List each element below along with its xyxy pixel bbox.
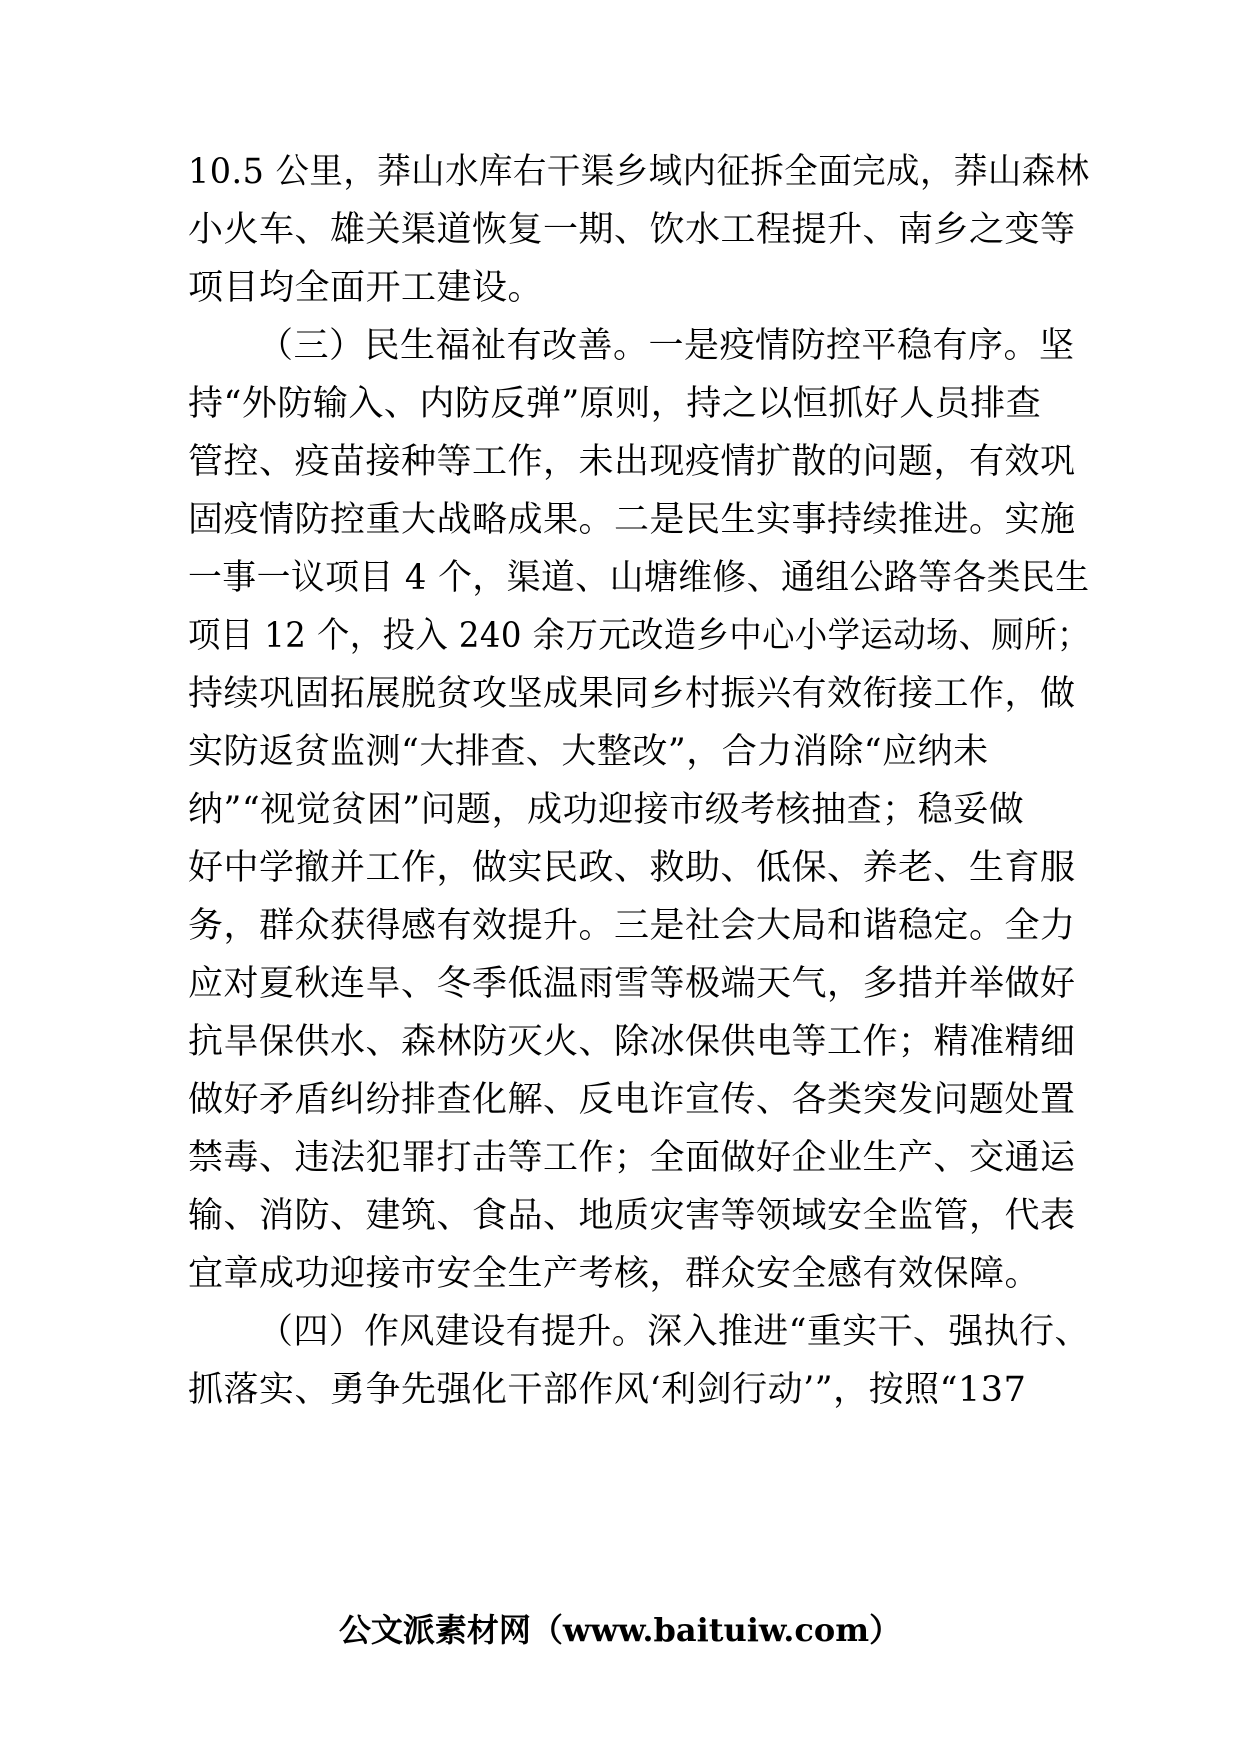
text-line: 小火车、雄关渠道恢复一期、饮水工程提升、南乡之变等 bbox=[188, 210, 1076, 250]
text-line: 抓落实、勇争先强化干部作风‘利剑行动’”，按照“137 bbox=[188, 1370, 1027, 1410]
text-line: 务，群众获得感有效提升。三是社会大局和谐稳定。全力 bbox=[188, 906, 1076, 946]
text-line: 做好矛盾纠纷排查化解、反电诈宣传、各类突发问题处置 bbox=[188, 1080, 1076, 1120]
text-line: 项目均全面开工建设。 bbox=[188, 268, 544, 308]
text-line: 纳”“视觉贫困”问题，成功迎接市级考核抽查；稳妥做 bbox=[188, 790, 1025, 830]
text-line: 实防返贫监测“大排查、大整改”，合力消除“应纳未 bbox=[188, 732, 989, 772]
text-line: 好中学撤并工作，做实民政、救助、低保、养老、生育服 bbox=[188, 848, 1076, 888]
text-line: 10.5 公里，莽山水库右干渠乡域内征拆全面完成，莽山森林 bbox=[188, 152, 1090, 192]
text-line: 禁毒、违法犯罪打击等工作；全面做好企业生产、交通运 bbox=[188, 1138, 1076, 1178]
footer-watermark: 公文派素材网（www.baituiw.com） bbox=[338, 1611, 902, 1649]
text-line: 抗旱保供水、森林防灭火、除冰保供电等工作；精准精细 bbox=[188, 1022, 1076, 1062]
text-line: 持续巩固拓展脱贫攻坚成果同乡村振兴有效衔接工作，做 bbox=[188, 674, 1076, 714]
text-line: （三）民生福祉有改善。一是疫情防控平稳有序。坚 bbox=[258, 326, 1075, 366]
text-line: 持“外防输入、内防反弹”原则，持之以恒抓好人员排查 bbox=[188, 384, 1042, 424]
text-line: 一事一议项目 4 个，渠道、山塘维修、通组公路等各类民生 bbox=[188, 558, 1090, 598]
text-line: 输、消防、建筑、食品、地质灾害等领域安全监管，代表 bbox=[188, 1196, 1076, 1236]
text-line: 管控、疫苗接种等工作，未出现疫情扩散的问题，有效巩 bbox=[188, 442, 1076, 482]
text-line: 应对夏秋连旱、冬季低温雨雪等极端天气，多措并举做好 bbox=[188, 964, 1076, 1004]
text-line: 固疫情防控重大战略成果。二是民生实事持续推进。实施 bbox=[188, 500, 1076, 540]
text-line: 项目 12 个，投入 240 余万元改造乡中心小学运动场、厕所； bbox=[188, 616, 1090, 656]
text-line: （四）作风建设有提升。深入推进“重实干、强执行、 bbox=[258, 1312, 1090, 1352]
text-line: 宜章成功迎接市安全生产考核，群众安全感有效保障。 bbox=[188, 1254, 1041, 1294]
